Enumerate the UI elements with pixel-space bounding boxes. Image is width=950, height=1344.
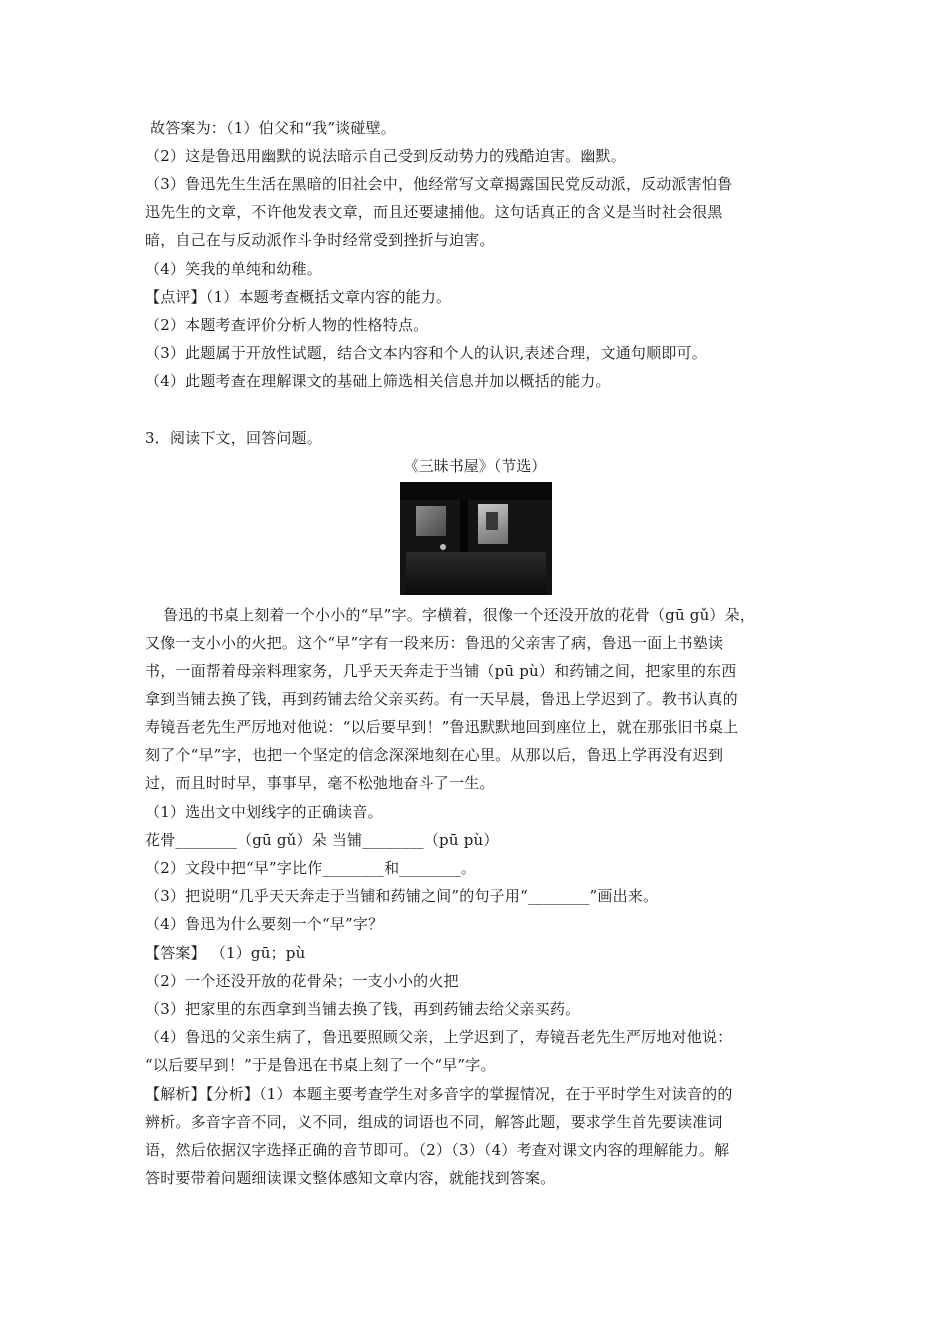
answer-line: （3）鲁迅先生生活在黑暗的旧社会中，他经常写文章揭露国民党反动派，反动派害怕鲁 — [145, 175, 733, 193]
answer-line: 【答案】 （1）gū；pù — [145, 944, 306, 962]
comment-line: （2）本题考查评价分析人物的性格特点。 — [145, 316, 429, 334]
sub-question: （2）文段中把“早”字比作________和________。 — [145, 859, 477, 877]
analysis-line: 语，然后依据汉字选择正确的音节即可。（2）（3）（4）考查对课文内容的理解能力。解 — [145, 1141, 730, 1159]
analysis-line: 辨析。多音字音不同，义不同，组成的词语也不同，解答此题，要求学生首先要读准词 — [145, 1113, 723, 1131]
answer-line: 暗，自己在与反动派作斗争时经常受到挫折与迫害。 — [145, 231, 495, 249]
sub-question: （3）把说明“几乎天天奔走于当铺和药铺之间”的句子用“________”画出来。 — [145, 887, 659, 905]
passage-line: 过，而且时时早，事事早，毫不松弛地奋斗了一生。 — [145, 774, 495, 792]
classroom-photo — [400, 482, 552, 595]
answer-line: （4）笑我的单纯和幼稚。 — [145, 260, 322, 278]
sub-question: （1）选出文中划线字的正确读音。 — [145, 803, 383, 821]
answer-line: （4）鲁迅的父亲生病了，鲁迅要照顾父亲，上学迟到了，寿镜吾老先生严厉地对他说： — [145, 1028, 733, 1046]
sub-question-blanks: 花骨________（gū gǔ）朵 当铺________（pū pù） — [145, 831, 499, 849]
answer-line: （2）一个还没开放的花骨朵；一支小小的火把 — [145, 972, 459, 990]
passage-line: 又像一支小小的火把。这个“早”字有一段来历：鲁迅的父亲害了病，鲁迅一面上书塾读 — [145, 634, 724, 652]
answer-line: 迅先生的文章，不许他发表文章，而且还要逮捕他。这句话真正的含义是当时社会很黑 — [145, 203, 723, 221]
passage-line: 刻了个“早”字，也把一个坚定的信念深深地刻在心里。从那以后，鲁迅上学再没有迟到 — [145, 746, 724, 764]
passage-line: 拿到当铺去换了钱，再到药铺去给父亲买药。有一天早晨，鲁迅上学迟到了。教书认真的 — [145, 690, 738, 708]
answer-line: 故答案为：（1）伯父和“我”谈碰壁。 — [150, 119, 396, 137]
passage-title: 《三昧书屋》（节选） — [403, 457, 547, 475]
question-heading: 3．阅读下文，回答问题。 — [145, 429, 322, 447]
answer-line: （2）这是鲁迅用幽默的说法暗示自己受到反动势力的残酷迫害。幽默。 — [145, 147, 626, 165]
comment-line: 【点评】（1）本题考查概括文章内容的能力。 — [145, 288, 452, 306]
analysis-line: 答时要带着问题细读课文整体感知文章内容，就能找到答案。 — [145, 1169, 556, 1187]
comment-line: （3）此题属于开放性试题，结合文本内容和个人的认识,表述合理，文通句顺即可。 — [145, 344, 707, 362]
answer-line: （3）把家里的东西拿到当铺去换了钱，再到药铺去给父亲买药。 — [145, 1000, 581, 1018]
passage-line: 鲁迅的书桌上刻着一个小小的“早”字。字横着，很像一个还没开放的花骨（gū gǔ）朵， — [163, 606, 756, 624]
answer-line: “以后要早到！”于是鲁迅在书桌上刻了一个“早”字。 — [145, 1056, 496, 1074]
sub-question: （4）鲁迅为什么要刻一个“早”字？ — [145, 915, 384, 933]
passage-line: 书，一面帮着母亲料理家务，几乎天天奔走于当铺（pū pù）和药铺之间，把家里的东西 — [145, 662, 737, 680]
comment-line: （4）此题考查在理解课文的基础上筛选相关信息并加以概括的能力。 — [145, 372, 611, 390]
analysis-line: 【解析】【分析】（1）本题主要考查学生对多音字的掌握情况，在于平时学生对读音的的 — [145, 1085, 733, 1103]
passage-line: 寿镜吾老先生严厉地对他说：“以后要早到！”鲁迅默默地回到座位上，就在那张旧书桌上 — [145, 718, 739, 736]
